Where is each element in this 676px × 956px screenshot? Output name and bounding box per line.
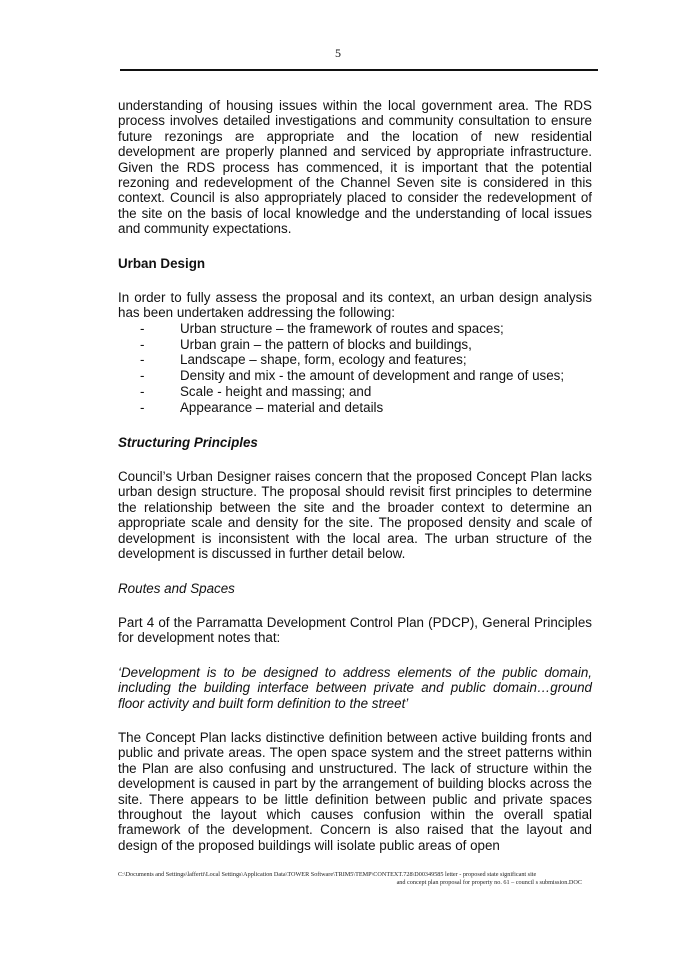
list-item-text: Landscape – shape, form, ecology and features; (180, 352, 467, 368)
routes-spaces-subheading: Routes and Spaces (118, 580, 235, 596)
list-dash: - (140, 352, 145, 368)
list-item-text: Urban grain – the pattern of blocks and buildings, (180, 336, 472, 352)
list-item (118, 384, 592, 400)
concept-plan-paragraph: The Concept Plan lacks distinctive definition between active building fronts and public and private areas. The open space system and the street patterns within the Plan are also confusing and unstructured. The lack of structure within the development is caused in part by the arrangement of building blocks across the site. There appears to be little definition between public and private spaces throughout the layout which causes confusion within the overall spatial framework of the development. Concern is also raised that the layout and design of the proposed buildings will isolate public areas of open (118, 729, 592, 853)
file-path-footer (118, 871, 582, 887)
footer-line-2: and concept plan proposal for property no. 61 – council s submission.DOC (396, 879, 582, 886)
pdcp-quote: ‘Development is to be designed to address elements of the public domain, including the building interface between private and public domain…ground floor activity and built form definition to the street’ (118, 664, 592, 711)
list-dash: - (140, 336, 145, 352)
structuring-principles-heading: Structuring Principles (118, 434, 258, 450)
urban-design-paragraph: In order to fully assess the proposal and its context, an urban design analysis has been undertaken addressing the following: (118, 290, 592, 321)
list-item (118, 337, 592, 353)
part4-paragraph: Part 4 of the Parramatta Development Control Plan (PDCP), General Principles for development notes that: (118, 614, 592, 646)
list-item-text: Appearance – material and details (180, 399, 384, 415)
list-item (118, 321, 592, 337)
list-item-text: Urban structure – the framework of routes and spaces; (180, 320, 504, 336)
urban-design-heading: Urban Design (118, 255, 206, 271)
structuring-paragraph: Council’s Urban Designer raises concern that the proposed Concept Plan lacks urban design structure. The proposal should revisit first principles to determine the relationship between the site and the broader context to determine an appropriate scale and density for the site. The proposed density and scale of development is inconsistent with the local area. The urban structure of the development is discussed in further detail below. (118, 469, 592, 562)
intro-paragraph: understanding of housing issues within the local government area. The RDS process involves detailed investigations and community consultation to ensure future rezonings are appropriate and the location of new residential development are properly planned and serviced by appropriate infrastructure. Given the RDS process has commenced, it is important that the potential rezoning and redevelopment of the Channel Seven site is considered in this context. Council is also appropriately placed to consider the redevelopment of the site on the basis of local knowledge and the understanding of local issues and community expectations. (118, 98, 592, 237)
list-item (118, 400, 592, 416)
list-item-text: Scale - height and massing; and (180, 384, 372, 400)
list-item-text: Density and mix - the amount of development and range of uses; (180, 368, 565, 384)
footer-line-1: C:\Documents and Settings\lafferti\Local Settings\Application Data\TOWER Software\TRIM5\TEMP\CONTEXT.728\D00349585 letter - proposed state significant site (118, 871, 537, 878)
list-item (118, 368, 592, 384)
list-dash: - (140, 320, 145, 336)
document-body (118, 98, 592, 853)
urban-design-list (118, 321, 592, 416)
list-item (118, 352, 592, 368)
list-dash: - (140, 399, 145, 415)
list-dash: - (140, 384, 145, 400)
header-rule (120, 69, 598, 71)
page-number: 5 (335, 46, 341, 60)
list-dash: - (140, 368, 145, 384)
